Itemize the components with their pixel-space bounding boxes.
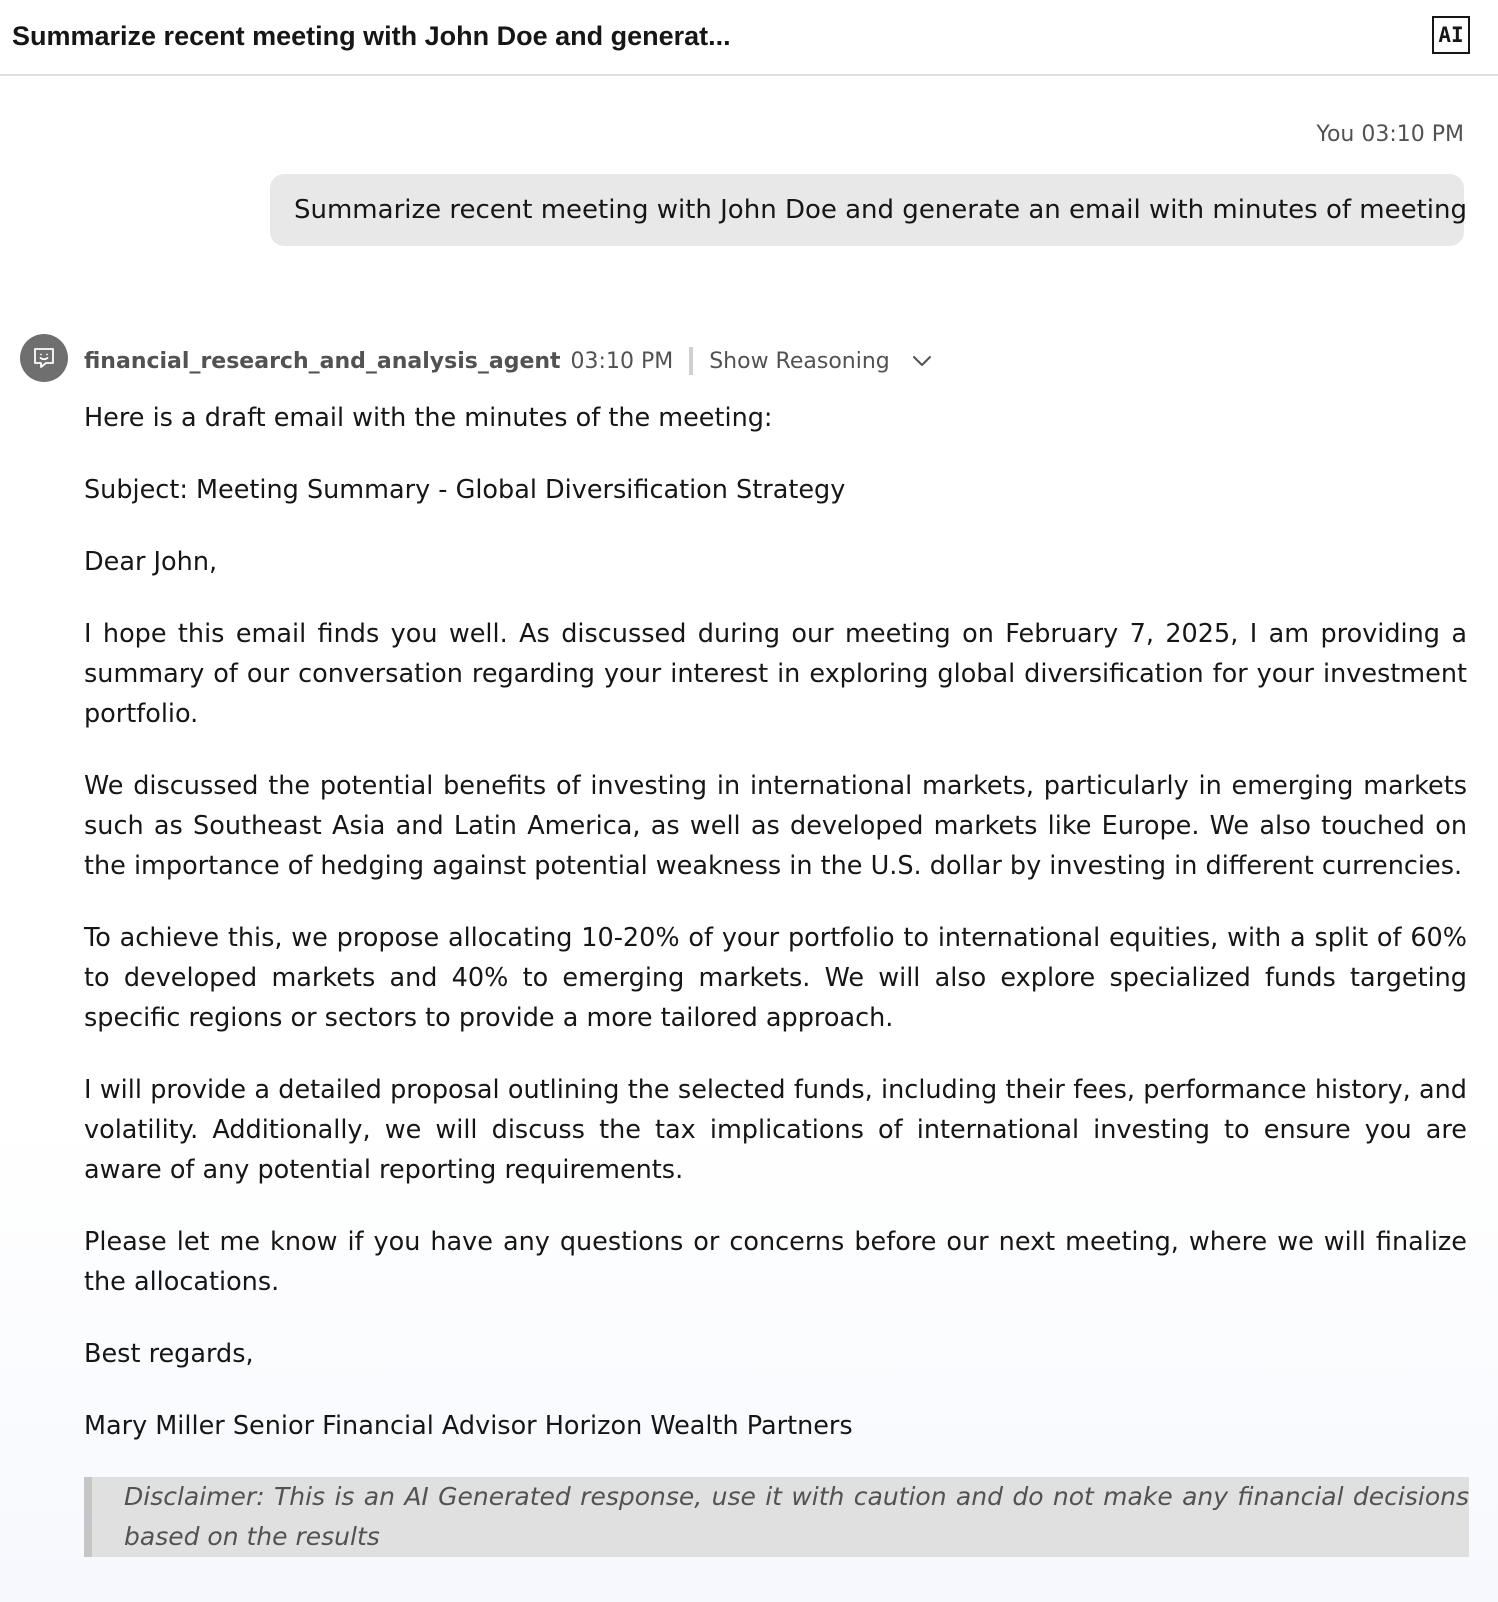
show-reasoning-toggle[interactable]: [709, 349, 932, 374]
user-message-meta: [1316, 122, 1464, 147]
agent-message-header: [84, 344, 932, 378]
ai-badge[interactable]: AI: [1432, 16, 1470, 54]
user-message-time: 03:10 PM: [1361, 122, 1464, 147]
message-paragraph: Here is a draft email with the minutes of the meeting:: [84, 403, 773, 433]
chat-title: Summarize recent meeting with John Doe and generat...: [12, 21, 731, 51]
chat-bot-icon: [32, 346, 56, 370]
header-divider: [689, 347, 693, 375]
message-paragraph: Please let me know if you have any questions or concerns before our next meeting, where we will finalize the allocations.: [84, 1227, 1467, 1297]
user-message-bubble: Summarize recent meeting with John Doe and generate an email with minutes of meeting: [270, 174, 1464, 246]
agent-message-time: 03:10 PM: [570, 348, 674, 374]
chevron-down-icon: [912, 352, 932, 371]
email-greeting: Dear John,: [84, 547, 218, 577]
email-signoff: Best regards,: [84, 1339, 254, 1369]
disclaimer-block: Disclaimer: This is an AI Generated response, use it with caution and do not make any financial decisions based on the results: [84, 1477, 1469, 1557]
message-paragraph: I hope this email finds you well. As discussed during our meeting on February 7, 2025, I am providing a summary of our conversation regarding your interest in exploring global diversification for your investment portfolio.: [84, 619, 1467, 729]
agent-name: financial_research_and_analysis_agent: [84, 348, 561, 374]
message-paragraph: I will provide a detailed proposal outlining the selected funds, including their fees, performance history, and volatility. Additionally, we will discuss the tax implications of international investing to ensure you are aware of any potential reporting requirements.: [84, 1075, 1467, 1185]
agent-avatar: [20, 334, 68, 382]
email-subject: Subject: Meeting Summary - Global Diversification Strategy: [84, 475, 846, 505]
message-paragraph: We discussed the potential benefits of investing in international markets, particularly in emerging markets such as Southeast Asia and Latin America, as well as developed markets like Europe. We also touched on the importance of hedging against potential weakness in the U.S. dollar by investing in different currencies.: [84, 771, 1467, 881]
email-signature: Mary Miller Senior Financial Advisor Horizon Wealth Partners: [84, 1411, 853, 1441]
chat-header: [0, 0, 1498, 76]
agent-message-body: [84, 398, 1467, 1478]
message-paragraph: To achieve this, we propose allocating 10-20% of your portfolio to international equities, with a split of 60% to developed markets and 40% to emerging markets. We will also explore specialized funds targeting specific regions or sectors to provide a more tailored approach.: [84, 923, 1467, 1033]
show-reasoning-label: Show Reasoning: [709, 348, 890, 374]
user-author: You: [1316, 122, 1355, 147]
